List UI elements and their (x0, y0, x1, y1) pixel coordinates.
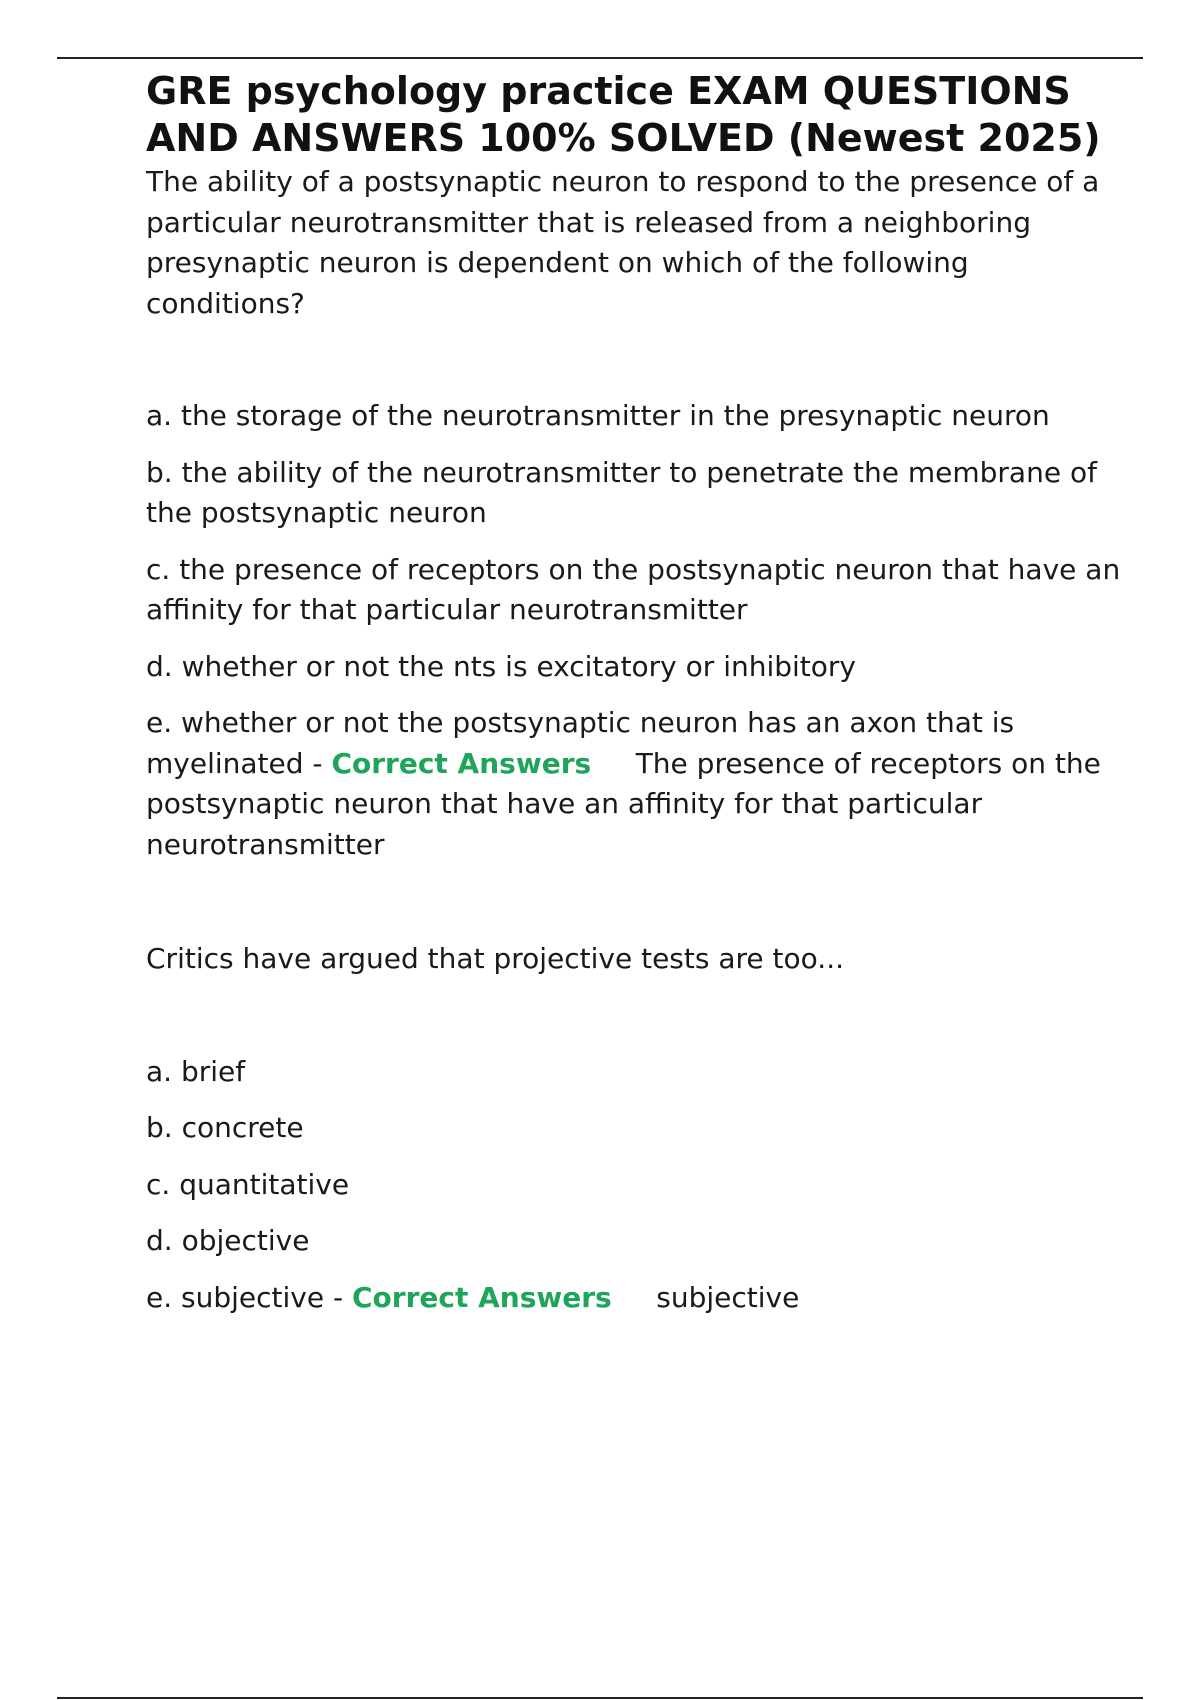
question-2 (146, 939, 1126, 1318)
question-1 (146, 162, 1126, 865)
correct-answers-label: Correct Answers (331, 746, 592, 780)
option-c: c. quantitative (146, 1167, 350, 1201)
bottom-rule (57, 1697, 1143, 1699)
answer-text: The presence of receptors on the postsynaptic neuron that have an affinity for that particular neurotransmitter (146, 746, 1101, 861)
option-c: c. the presence of receptors on the postsynaptic neuron that have an affinity for that particular neurotransmitter (146, 552, 1121, 626)
option-e-with-answer (146, 1278, 1126, 1319)
option-e-with-answer (146, 703, 1126, 865)
document-title: GRE psychology practice EXAM QUESTIONS AND ANSWERS 100% SOLVED (Newest 2025) (146, 69, 1101, 160)
option-d: d. whether or not the nts is excitatory or inhibitory (146, 649, 856, 683)
option-a: a. the storage of the neurotransmitter in the presynaptic neuron (146, 399, 1050, 432)
correct-answers-label: Correct Answers (352, 1280, 612, 1314)
option-e: e. subjective - (146, 1280, 344, 1314)
option-d: d. objective (146, 1224, 310, 1257)
top-rule (57, 57, 1143, 59)
document-body (146, 68, 1126, 1318)
question-text: The ability of a postsynaptic neuron to respond to the presence of a particular neurotransmitter that is released from a neighboring presynaptic neuron is dependent on which of the following conditions? (146, 165, 1100, 320)
option-e: e. whether or not the postsynaptic neuron has an axon that is myelinated - (146, 706, 1015, 780)
option-b: b. concrete (146, 1111, 304, 1144)
option-a: a. brief (146, 1054, 246, 1088)
question-text: Critics have argued that projective tests are too... (146, 942, 844, 975)
option-b: b. the ability of the neurotransmitter to penetrate the membrane of the postsynaptic neuron (146, 455, 1097, 529)
answer-text: subjective (656, 1280, 800, 1314)
